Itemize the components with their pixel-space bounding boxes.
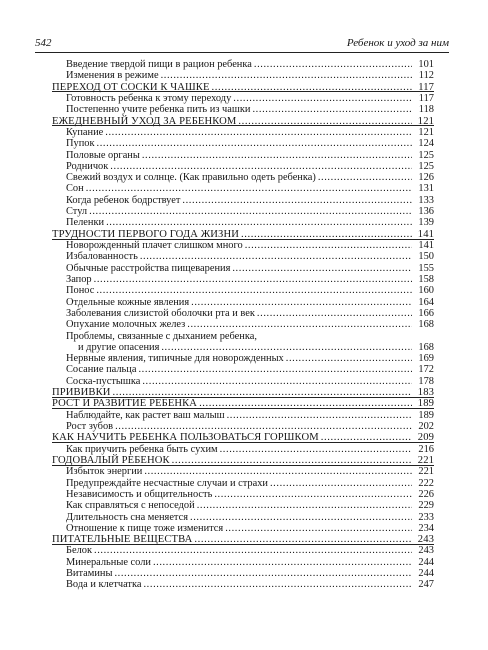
toc-dot-leader xyxy=(257,308,412,319)
toc-section-entry xyxy=(52,557,434,568)
toc-section-entry xyxy=(52,523,434,534)
toc-page-number: 125 xyxy=(418,160,434,172)
toc-page-number: 169 xyxy=(418,353,434,365)
toc-page-number: 126 xyxy=(418,172,434,184)
toc-dot-leader xyxy=(143,579,412,590)
toc-dot-leader xyxy=(144,466,412,477)
toc-page-number: 121 xyxy=(417,115,434,127)
toc-page-number: 247 xyxy=(418,579,434,591)
toc-page-number: 234 xyxy=(418,522,434,534)
toc-dot-leader xyxy=(187,319,412,330)
toc-page-number: 168 xyxy=(418,319,434,331)
toc-page-number: 189 xyxy=(418,409,434,421)
toc-dot-leader xyxy=(161,70,412,81)
toc-section-entry xyxy=(52,319,434,330)
toc-page-number: 158 xyxy=(418,273,434,285)
toc-dot-leader xyxy=(318,172,412,183)
toc-dot-leader xyxy=(172,455,412,466)
toc-dot-leader xyxy=(86,183,412,194)
toc-entry-title: Отдельные кожные явления xyxy=(66,296,190,308)
toc-section-entry xyxy=(52,206,434,217)
toc-section-entry xyxy=(52,240,434,251)
toc-section-entry xyxy=(52,183,434,194)
toc-section-entry xyxy=(52,545,434,556)
toc-section-entry xyxy=(52,285,434,296)
toc-page-number: 164 xyxy=(418,296,434,308)
toc-entry-title: Готовность ребенка к этому переходу xyxy=(66,92,232,104)
toc-entry-title: Белок xyxy=(66,545,93,557)
toc-dot-leader xyxy=(97,138,412,149)
toc-page-number: 141 xyxy=(418,240,434,251)
toc-dot-leader xyxy=(199,398,412,409)
toc-section-entry xyxy=(52,579,434,590)
toc-dot-leader xyxy=(94,274,412,285)
toc-entry-title: ПИТАТЕЛЬНЫЕ ВЕЩЕСТВА xyxy=(52,534,193,546)
toc-page-number: 139 xyxy=(418,217,434,229)
toc-dot-leader xyxy=(94,545,412,556)
toc-dot-leader xyxy=(214,489,412,500)
toc-entry-title: Проблемы, связанные с дыханием ребенка, xyxy=(66,330,257,342)
toc-dot-leader xyxy=(220,444,412,455)
toc-section-entry xyxy=(52,489,434,500)
toc-dot-leader xyxy=(233,93,412,104)
toc-entry-title: Как приучить ребенка быть сухим xyxy=(66,443,218,455)
toc-page-number: 168 xyxy=(418,341,434,353)
toc-section-entry xyxy=(52,364,434,375)
toc-entry-title: Стул xyxy=(66,206,88,218)
toc-dot-leader xyxy=(115,421,412,432)
toc-section-entry xyxy=(52,59,434,70)
toc-page-number: 117 xyxy=(418,81,434,93)
toc-section-entry xyxy=(52,342,434,353)
toc-entry-title: Половые органы xyxy=(66,149,140,161)
toc-section-entry xyxy=(52,512,434,523)
toc-page-number: 202 xyxy=(418,421,434,432)
toc-section-entry xyxy=(52,217,434,228)
toc-entry-title: Свежий воздух и солнце. (Как правильно одеть ребенка) xyxy=(66,172,316,184)
toc-dot-leader xyxy=(142,150,412,161)
toc-section-entry xyxy=(52,478,434,489)
toc-section-entry xyxy=(52,93,434,104)
toc-section-entry xyxy=(52,274,434,285)
toc-page-number: 229 xyxy=(418,500,434,512)
toc-chapter-entry xyxy=(52,455,434,466)
toc-dot-leader xyxy=(197,500,412,511)
toc-entry-title: Новорожденный плачет слишком много xyxy=(66,240,243,251)
toc-entry-title: Опухание молочных желез xyxy=(66,319,186,331)
toc-entry-title: Обычные расстройства пищеварения xyxy=(66,262,231,274)
toc-page-number: 133 xyxy=(418,194,434,206)
toc-entry-title: Рост зубов xyxy=(66,421,114,432)
toc-page-number: 209 xyxy=(417,432,434,444)
toc-chapter-entry xyxy=(52,82,434,93)
toc-dot-leader xyxy=(153,557,412,568)
toc-dot-leader xyxy=(254,59,412,70)
toc-entry-title: Отношение к пище тоже изменится xyxy=(66,522,224,534)
toc-section-entry xyxy=(52,150,434,161)
page-number: 542 xyxy=(35,37,52,49)
toc-entry-title: Запор xyxy=(66,273,92,285)
toc-entry-title: Изменения в режиме xyxy=(66,70,159,82)
toc-page-number: 141 xyxy=(417,228,434,240)
toc-section-entry xyxy=(52,410,434,421)
toc-entry-title: Как справляться с непоседой xyxy=(66,500,195,512)
toc-entry-title: Сон xyxy=(66,183,84,195)
toc-dot-leader xyxy=(245,240,412,251)
toc-entry-title: Избыток энергии xyxy=(66,466,143,478)
toc-page-number: 183 xyxy=(417,387,434,399)
toc-entry-title: Вода и клетчатка xyxy=(66,579,142,591)
toc-section-entry xyxy=(52,308,434,319)
toc-entry-title: Родничок xyxy=(66,160,109,172)
toc-dot-leader xyxy=(191,297,412,308)
toc-entry-title: Понос xyxy=(66,285,95,297)
toc-page-number: 243 xyxy=(417,534,434,546)
toc-chapter-entry xyxy=(52,534,434,545)
toc-page-number: 243 xyxy=(418,545,434,557)
toc-dot-leader xyxy=(227,410,412,421)
toc-dot-leader xyxy=(190,512,412,523)
toc-page-number: 222 xyxy=(418,477,434,489)
toc-section-entry xyxy=(52,466,434,477)
toc-section-entry xyxy=(52,195,434,206)
toc-dot-leader xyxy=(161,342,412,353)
toc-dot-leader xyxy=(225,523,412,534)
toc-page-number: 155 xyxy=(418,262,434,274)
toc-page-number: 221 xyxy=(417,454,434,466)
toc-entry-title: Когда ребенок бодрствует xyxy=(66,194,181,206)
toc-entry-title: Независимость и общительность xyxy=(66,488,213,500)
toc-chapter-entry xyxy=(52,387,434,398)
toc-section-entry xyxy=(52,421,434,432)
toc-section-entry xyxy=(52,70,434,81)
toc-dot-leader xyxy=(270,478,412,489)
toc-chapter-entry xyxy=(52,398,434,409)
toc-section-entry xyxy=(52,353,434,364)
toc-chapter-entry xyxy=(52,116,434,127)
toc-page-number: 150 xyxy=(418,251,434,263)
toc-page-number: 121 xyxy=(418,126,434,138)
header-rule xyxy=(35,52,449,53)
toc-page-number: 124 xyxy=(418,138,434,150)
page-header xyxy=(35,35,449,53)
toc-entry-title: ТРУДНОСТИ ПЕРВОГО ГОДА ЖИЗНИ xyxy=(52,228,239,240)
toc-entry-title: Сосание пальца xyxy=(66,364,137,376)
toc-dot-leader xyxy=(182,195,412,206)
toc-section-entry xyxy=(52,263,434,274)
toc-dot-leader xyxy=(259,331,412,342)
toc-page-number: 172 xyxy=(418,364,434,376)
toc-dot-leader xyxy=(113,387,413,398)
toc-entry-title: Предупреждайте несчастные случаи и страхи xyxy=(66,477,268,489)
toc-section-entry xyxy=(52,376,434,387)
toc-page-number: 101 xyxy=(418,59,434,70)
toc-entry-title: и другие опасения xyxy=(78,341,160,353)
toc-entry-title: РОСТ И РАЗВИТИЕ РЕБЕНКА xyxy=(52,398,198,410)
toc-entry-title: ЕЖЕДНЕВНЫЙ УХОД ЗА РЕБЕНКОМ xyxy=(52,115,237,127)
toc-page-number: 112 xyxy=(418,70,434,82)
toc-entry-title: ПЕРЕХОД ОТ СОСКИ К ЧАШКЕ xyxy=(52,81,210,93)
toc-section-entry xyxy=(52,251,434,262)
toc-section-entry xyxy=(52,161,434,172)
toc-entry-title: Заболевания слизистой оболочки рта и век xyxy=(66,307,255,319)
toc-chapter-entry xyxy=(52,432,434,443)
toc-dot-leader xyxy=(110,161,412,172)
toc-dot-leader xyxy=(321,432,412,443)
toc-entry-title: Избалованность xyxy=(66,251,138,263)
toc-page-number: 125 xyxy=(418,149,434,161)
toc-dot-leader xyxy=(241,229,412,240)
toc-dot-leader xyxy=(212,82,412,93)
toc-dot-leader xyxy=(89,206,412,217)
toc-page-number: 178 xyxy=(418,375,434,387)
toc-entry-title: Введение твердой пищи в рацион ребенка xyxy=(66,59,252,70)
toc-page-number: 166 xyxy=(418,307,434,319)
toc-page-number: 216 xyxy=(418,443,434,455)
toc-dot-leader xyxy=(105,127,412,138)
toc-entry-title: Соска-пустышка xyxy=(66,375,141,387)
toc-dot-leader xyxy=(140,251,412,262)
toc-entry-title: Пупок xyxy=(66,138,95,150)
toc-entry-title: ГОДОВАЛЫЙ РЕБЕНОК xyxy=(52,454,170,466)
toc-dot-leader xyxy=(96,285,412,296)
toc-entry-title: КАК НАУЧИТЬ РЕБЕНКА ПОЛЬЗОВАТЬСЯ ГОРШКОМ xyxy=(52,432,319,444)
toc-section-entry xyxy=(52,568,434,579)
toc-page-number: 189 xyxy=(417,398,434,410)
toc-section-entry xyxy=(52,500,434,511)
toc-dot-leader xyxy=(106,217,412,228)
toc-dot-leader xyxy=(252,104,412,115)
toc-dot-leader xyxy=(142,376,412,387)
toc-page-number: 244 xyxy=(418,556,434,568)
table-of-contents xyxy=(52,59,434,591)
toc-page-number: 160 xyxy=(418,285,434,297)
toc-page-number: 118 xyxy=(418,104,434,116)
toc-dot-leader xyxy=(238,116,412,127)
toc-page-number: 233 xyxy=(418,511,434,523)
toc-entry-title: Минеральные соли xyxy=(66,556,151,568)
toc-section-entry xyxy=(52,104,434,115)
toc-entry-title: Наблюдайте, как растет ваш малыш xyxy=(66,409,225,421)
toc-entry-title: Витамины xyxy=(66,568,113,580)
toc-page-number: 221 xyxy=(418,466,434,478)
running-title: Ребенок и уход за ним xyxy=(346,37,449,49)
toc-dot-leader xyxy=(138,364,412,375)
toc-dot-leader xyxy=(286,353,412,364)
toc-section-entry xyxy=(52,444,434,455)
toc-entry-title: Нервные явления, типичные для новорожденных xyxy=(66,353,284,365)
toc-section-entry xyxy=(52,297,434,308)
toc-entry-title: Длительность сна меняется xyxy=(66,511,188,523)
toc-page-number: 226 xyxy=(418,488,434,500)
toc-section-entry xyxy=(52,127,434,138)
toc-page-number: 244 xyxy=(418,568,434,580)
toc-section-entry xyxy=(52,138,434,149)
toc-page-number: 117 xyxy=(418,92,434,104)
toc-page-number: 131 xyxy=(418,183,434,195)
toc-entry-title: Постепенно учите ребенка пить из чашки xyxy=(66,104,251,116)
toc-chapter-entry xyxy=(52,229,434,240)
toc-entry-title: Купание xyxy=(66,126,104,138)
toc-entry-title: ПРИВИВКИ xyxy=(52,387,111,399)
toc-page-number: 136 xyxy=(418,206,434,218)
toc-dot-leader xyxy=(232,263,412,274)
toc-section-entry xyxy=(52,172,434,183)
toc-dot-leader xyxy=(114,568,412,579)
toc-entry-title: Пеленки xyxy=(66,217,105,229)
toc-section-entry xyxy=(52,331,434,342)
toc-dot-leader xyxy=(194,534,412,545)
